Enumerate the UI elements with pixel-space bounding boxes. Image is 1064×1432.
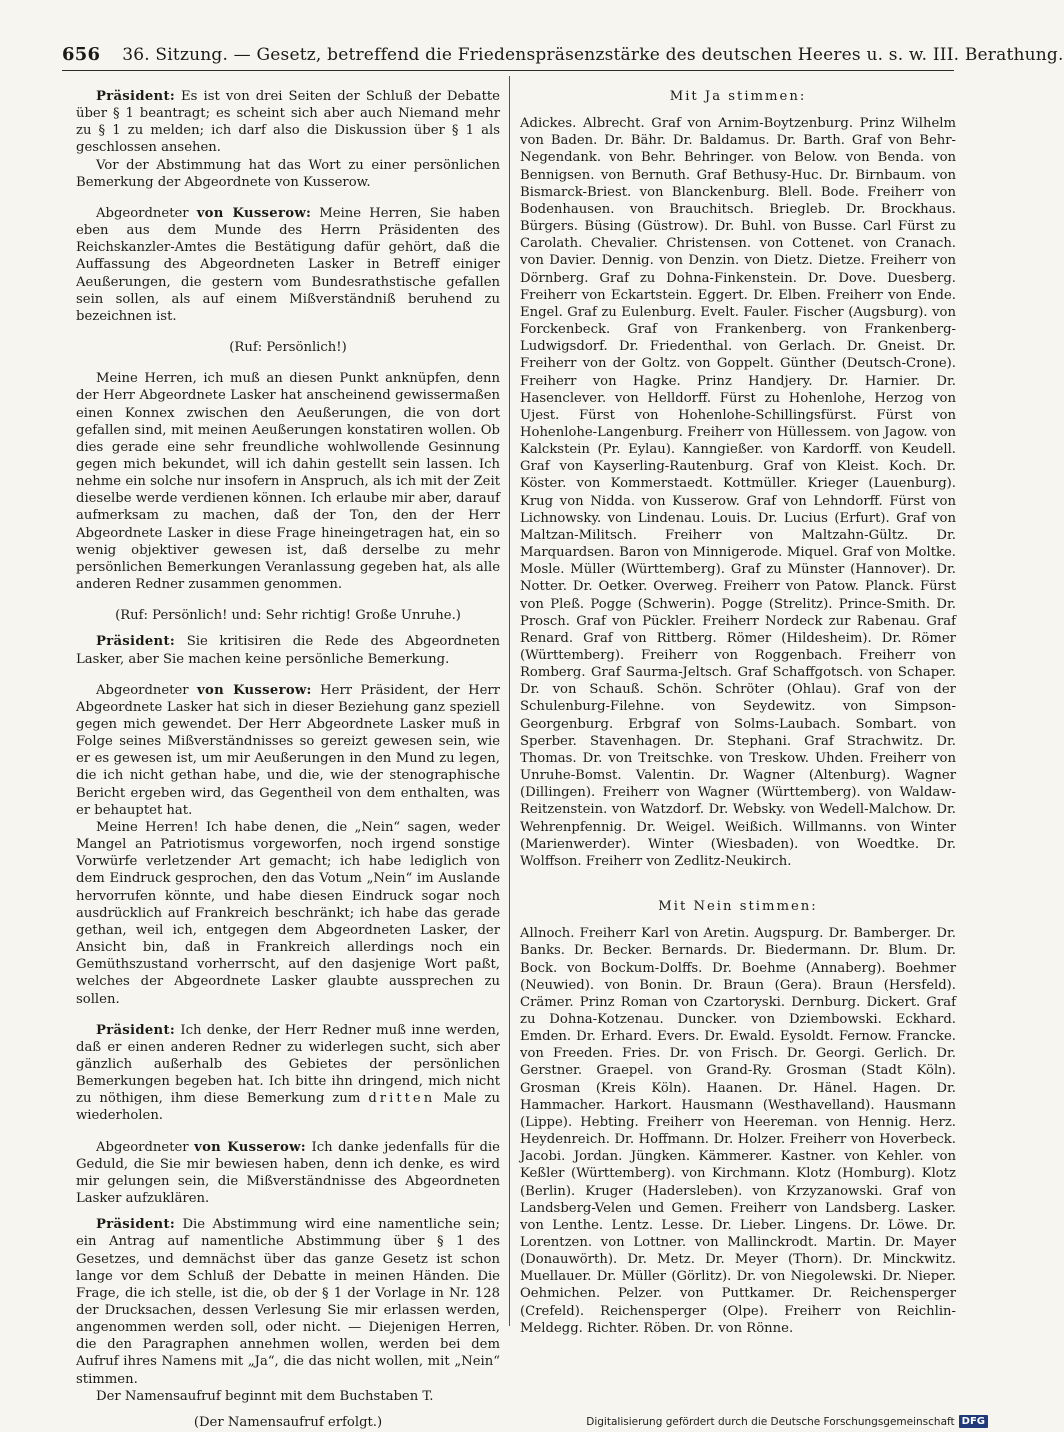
paragraph [76,1216,500,1388]
speaker-prefix: Abgeordneter [96,682,198,698]
dfg-logo: DFG [959,1415,988,1428]
speaker-name: Präsident: [96,89,176,104]
speaker-prefix: Abgeordneter [96,205,197,221]
digitization-credit [586,1415,988,1428]
speaker-name: Präsident: [96,634,176,650]
paragraph: Meine Herren! Ich habe denen, die „Nein“ sagen, weder Mangel an Patriotismus vorgeworfen, noch irgend sonstige Vorwürfe verletzender Art gemacht; ich habe lediglich von dem Eindruck gesprochen, den das Votum „Nein“ im Auslande hervorrufen könnte, und habe diesen Eindruck sogar noch ausdrücklich auf Frankreich beschränkt; ich habe das gerade gethan, weil ich, entgegen dem Abgeordneten Lasker, der Ansicht bin, daß in Frankreich allerdings noch ein Gemüthszustand vorherrscht, auf den dasjenige Wort paßt, welches der Abgeordnete Lasker glaubte aussprechen zu sollen. [76,819,500,1007]
paragraph [76,633,500,667]
right-column [520,88,956,1337]
page-header [62,44,1064,71]
emphasized-word: dritten [368,1091,436,1107]
paragraph [76,205,500,325]
ja-name-list: Adickes. Albrecht. Graf von Arnim-Boytzenburg. Prinz Wilhelm von Baden. Dr. Bähr. Dr. Baldamus. Dr. Barth. Graf von Behr-Negendank. von Behr. Behringer. von Below. von Benda. von Bennigsen. von Bernuth. Graf Bethusy-Huc. Dr. Birnbaum. von Bismarck-Briest. von Blanckenburg. Blell. Bode. Freiherr von Bodenhausen. von Brauchitsch. Briegleb. Dr. Brockhaus. Bürgers. Büsing (Güstrow). Dr. Buhl. von Busse. Carl Fürst zu Carolath. Chevalier. Christensen. von Cottenet. von Cranach. von Davier. Dennig. von Denzin. von Dietz. Dietze. Freiherr von Dörnberg. Graf zu Dohna-Finkenstein. Dr. Dove. Duesberg. Freiherr von Eckartstein. Eggert. Dr. Elben. Freiherr von Ende. Engel. Graf zu Eulenburg. Evelt. Fauler. Fischer (Augsburg). von Forckenbeck. Graf von Frankenberg. von Frankenberg-Ludwigsdorf. Dr. Friedenthal. von Gerlach. Dr. Gneist. Dr. Freiherr von der Goltz. von Goppelt. Günther (Deutsch-Crone). Freiherr von Hagke. Prinz Handjery. Dr. Harnier. Dr. Hasenclever. von Helldorff. Fürst zu Hohenlohe, Herzog von Ujest. Fürst von Hohenlohe-Schillingsfürst. Fürst von Hohenlohe-Langenburg. Freiherr von Hüllessem. von Jagow. von Kalckstein (Pr. Eylau). Kanngießer. von Kardorff. von Keudell. Graf von Kayserling-Rautenburg. Graf von Kleist. Koch. Dr. Köster. von Kommerstaedt. Kottmüller. Krieger (Lauenburg). Krug von Nidda. von Kusserow. Graf von Lehndorff. Fürst von Lichnowsky. von Lindenau. Louis. Dr. Lucius (Erfurt). Graf von Maltzan-Militsch. Freiherr von Maltzahn-Gültz. Dr. Marquardsen. Baron von Minnigerode. Miquel. Graf von Moltke. Mosle. Müller (Württemberg). Graf zu Münster (Hannover). Dr. Notter. Dr. Oetker. Overweg. Freiherr von Patow. Planck. Fürst von Pleß. Pogge (Schwerin). Pogge (Strelitz). Prince-Smith. Dr. Prosch. Graf von Pückler. Freiherr Nordeck zur Rabenau. Graf Renard. Graf von Rittberg. Römer (Hildesheim). Dr. Römer (Württemberg). Freiherr von Roggenbach. Freiherr von Romberg. Graf Saurma-Jeltsch. Graf Schaffgotsch. von Schaper. Dr. von Schauß. Schön. Schröter (Ohlau). Graf von der Schulenburg-Filehne. von Seydewitz. von Simpson-Georgenburg. Erbgraf von Solms-Laubach. Sombart. von Sperber. Stavenhagen. Dr. Stephani. Graf Strachwitz. Dr. Thomas. Dr. von Treitschke. von Treskow. Uhden. Freiherr von Unruhe-Bomst. Valentin. Dr. Wagner (Altenburg). Wagner (Dillingen). Freiherr von Wagner (Württemberg). von Waldaw-Reitzenstein. von Watzdorf. Dr. Websky. von Wedell-Malchow. Dr. Wehrenpfennig. Dr. Weigel. Weißich. Willmanns. von Winter (Marienwerder). Winter (Wiesbaden). von Woedtke. Dr. Wolffson. Freiherr von Zedlitz-Neukirch. [520,116,956,869]
ja-heading: Mit Ja stimmen: [669,89,807,104]
paragraph [76,88,500,157]
speaker-name: Präsident: [96,1022,176,1038]
speech-text: Ich danke jedenfalls für die Geduld, die Sie mir bewiesen haben, denn ich denke, es wird mir gelungen sein, die Mißverständnisse des Abgeordneten Lasker aufzuklären. [76,1139,500,1207]
column-divider [509,76,510,1326]
nein-name-list: Allnoch. Freiherr Karl von Aretin. Augspurg. Dr. Bamberger. Dr. Banks. Dr. Becker. Bernards. Dr. Biedermann. Dr. Blum. Dr. Bock. von Bockum-Dolffs. Dr. Boehme (Annaberg). Boehmer (Neuwied). von Bonin. Dr. Braun (Gera). Braun (Hersfeld). Crämer. Prinz Roman von Czartoryski. Dernburg. Dickert. Graf zu Dohna-Kotzenau. Duncker. von Dziembowski. Eckhard. Emden. Dr. Erhard. Evers. Dr. Ewald. Eysoldt. Fernow. Francke. von Freeden. Fries. Dr. von Frisch. Dr. Georgi. Gerlich. Dr. Gerstner. Graepel. von Grand-Ry. Grosman (Stadt Köln). Grosman (Kreis Köln). Haanen. Dr. Hänel. Hagen. Dr. Hammacher. Harkort. Hausmann (Westhavelland). Hausmann (Lippe). Hebting. Freiherr von Heereman. von Hennig. Herz. Heydenreich. Dr. Hoffmann. Dr. Holzer. Freiherr von Hoverbeck. Jacobi. Jordan. Jüngken. Kämmerer. Kastner. von Kehler. von Keßler (Württemberg). von Kirchmann. Klotz (Homburg). Klotz (Berlin). Kruger (Hadersleben). von Krzyzanowski. Graf von Landsberg-Velen und Gemen. Freiherr von Landsberg. Lasker. von Lenthe. Lentz. Lesse. Dr. Lieber. Lingens. Dr. Löwe. Dr. Lorentzen. von Lottner. von Mallinckrodt. Martin. Dr. Mayer (Donauwörth). Dr. Metz. Dr. Meyer (Thorn). Dr. Minckwitz. Muellauer. Dr. Müller (Görlitz). Dr. von Niegolewski. Dr. Nieper. Oehmichen. Pelzer. von Puttkamer. Dr. Reichensperger (Crefeld). Reichensperger (Olpe). Freiherr von Reichlin-Meldegg. Richter. Röben. Dr. von Rönne. [520,926,956,1336]
speaker-name: von Kusserow: [196,205,312,221]
interjection: (Ruf: Persönlich!) [229,340,347,356]
speech-text: Meine Herren, Sie haben eben aus dem Munde des Herrn Präsidenten des Reichskanzler-Amtes die Bestätigung dafür gehört, daß die Auffassung des Abgeordneten Lasker in Betreff einiger Aeußerungen, die gestern vom Bundesrathstische gefallen sein sollen, als auf einem Mißverständniß beruhend zu bezeichnen ist. [76,205,500,324]
speech-text: Sie kritisiren die Rede des Abgeordneten Lasker, aber Sie machen keine persönliche Bemerkung. [76,634,500,667]
running-title: 36. Sitzung. — Gesetz, betreffend die Friedenspräsenzstärke des deutschen Heeres u. s. w. III. Berathung. [122,45,1064,65]
speaker-name: Präsident: [96,1217,176,1233]
paragraph [76,1022,500,1125]
paragraph: Der Namensaufruf beginnt mit dem Buchstaben T. [96,1388,434,1404]
speaker-prefix: Abgeordneter [96,1139,195,1155]
speech-text: Es ist von drei Seiten der Schluß der Debatte über § 1 beantragt; es scheint sich aber auch Niemand mehr zu § 1 zu melden; ich darf also die Diskussion über § 1 als geschlossen ansehen. [76,89,500,156]
speech-text: Die Abstimmung wird eine namentliche sein; ein Antrag auf namentliche Abstimmung über § 1 des Gesetzes, und demnächst über das ganze Gesetz ist schon lange vor dem Schluß der Debatte in meinen Händen. Die Frage, die ich stelle, ist die, ob der § 1 der Vorlage in Nr. 128 der Drucksachen, dessen Verlesung Sie mir erlassen werden, angenommen werden soll, oder nicht. — Diejenigen Herren, die den Paragraphen annehmen wollen, werden bei dem Aufruf ihres Namens mit „Ja“, die das nicht wollen, mit „Nein“ stimmen. [76,1217,500,1387]
credit-text: Digitalisierung gefördert durch die Deutsche Forschungsgemeinschaft [586,1415,955,1428]
page-number: 656 [62,44,101,65]
interjection: (Der Namensaufruf erfolgt.) [193,1414,383,1430]
speaker-name: von Kusserow: [197,682,312,698]
speech-text: Male zu wiederholen. [76,1091,500,1124]
paragraph [76,1139,500,1208]
left-column [76,88,500,1431]
paragraph [76,682,500,819]
nein-heading: Mit Nein stimmen: [658,899,818,915]
speech-text: Herr Präsident, der Herr Abgeordnete Lasker hat sich in dieser Beziehung ganz speziell gegen mich gewendet. Der Herr Abgeordnete Lasker muß in Folge seines Mißverständnisses so gereizt gewesen sein, wie er es gewesen ist, um mir Aeußerungen in den Mund zu legen, die ich nicht gethan habe, und die, wie der stenographische Bericht ergeben wird, das Gegentheil von dem enthalten, was er behauptet hat. [76,682,500,818]
speech-text: Ich denke, der Herr Redner muß inne werden, daß er einen anderen Redner zu widerlegen sucht, sich aber gänzlich außerhalb des Gebietes der persönlichen Bemerkungen begeben hat. Ich bitte ihn dringend, mich nicht zu nöthigen, ihm diese Bemerkung zum [76,1022,500,1107]
interjection: (Ruf: Persönlich! und: Sehr richtig! Große Unruhe.) [115,608,461,624]
paragraph: Meine Herren, ich muß an diesen Punkt anknüpfen, denn der Herr Abgeordnete Lasker hat anscheinend gewissermaßen einen Konnex zwischen den Aeußerungen, die von dort gefallen sind, mit meinen Aeußerungen konstatiren wollen. Ob dies gerade eine sehr freundliche wohlwollende Gesinnung gegen mich bekundet, will ich dahin gestellt sein lassen. Ich nehme ein solche nur insofern in Anspruch, als ich mit der Zeit dieselbe werde verdienen können. Ich erlaube mir aber, darauf aufmerksam zu machen, daß der Ton, den der Herr Abgeordnete Lasker in diese Frage hineingetragen hat, ein so wenig objektiver gewesen ist, daß derselbe zu mehr persönlichen Bemerkungen Veranlassung gegeben hat, als alle anderen Redner zusammen genommen. [76,371,500,593]
paragraph: Vor der Abstimmung hat das Wort zu einer persönlichen Bemerkung der Abgeordnete von Kusserow. [76,157,500,190]
speaker-name: von Kusserow: [194,1139,306,1155]
